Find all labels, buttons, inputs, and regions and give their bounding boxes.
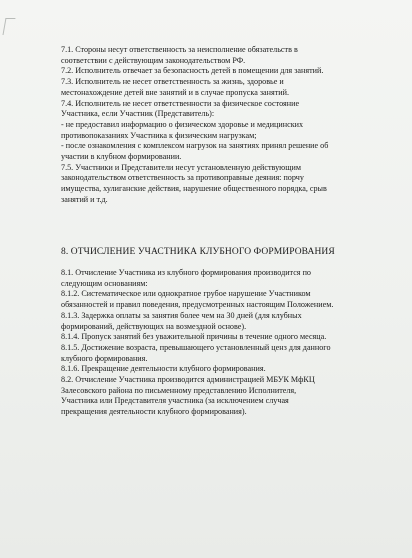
text-line: следующим основаниям: [61,278,148,288]
text-line: 7.5. Участники и Представители несут установленную действующим [61,162,301,172]
text-line: прекращения деятельности клубного формирования). [61,407,247,417]
text-line: законодательством ответственность за противоправные деяния: порчу [61,173,304,183]
text-line: участии в клубном формировании. [61,152,182,162]
text-line: Участника или Представителя участника (за исключением случая [61,396,289,406]
text-line: имущества, хулиганские действия, нарушение общественного порядка, срыв [61,184,327,194]
section-8-body [61,268,381,418]
text-line: 8.2. Отчисление Участника производится администрацией МБУК МфКЦ [61,375,315,385]
text-line: 8.1.5. Достижение возраста, превышающего установленный ценз для данного [61,342,331,352]
text-line: 8.1.6. Прекращение деятельности клубного формирования. [61,364,266,374]
text-line: клубного формирования. [61,353,148,363]
text-line: 7.1. Стороны несут ответственность за неисполнение обязательств в [61,45,298,54]
text-line: Залесовского района по письменному представлению Исполнителя, [61,385,297,395]
text-line: формирований, действующих на возмездной основе). [61,321,247,331]
text-line: соответствии с действующим законодательством РФ. [61,55,246,65]
text-line: 7.2. Исполнитель отвечает за безопасность детей в помещении для занятий. [61,66,324,76]
scan-corner-mark [3,18,16,35]
section-7-body [61,45,381,206]
text-line: 8.1.4. Пропуск занятий без уважительной причины в течение одного месяца. [61,332,327,342]
text-line: занятий и т.д. [61,194,108,204]
text-line: Участника, если Участник (Представитель): [61,109,215,119]
text-line: противопоказаниях Участника к физическим нагрузкам; [61,130,257,140]
text-line: обязанностей и правил поведения, предусмотренных настоящим Положением. [61,300,334,310]
text-line: 8.1. Отчисление Участника из клубного формирования производится по [61,268,311,277]
text-line: 7.3. Исполнитель не несет ответственность за жизнь, здоровье и [61,77,284,87]
text-line: - не предоставил информацию о физическом здоровье и медицинских [61,119,304,129]
text-line: 8.1.3. Задержка оплаты за занятия более чем на 30 дней (для клубных [61,310,302,320]
text-line: местонахождение детей вне занятий и в случае пропуска занятий. [61,87,290,97]
text-line: 7.4. Исполнитель не несет ответственности за физическое состояние [61,98,300,108]
text-line: 8.1.2. Систематическое или однократное грубое нарушение Участником [61,289,311,299]
text-line: - после ознакомления с комплексом нагрузок на занятиях принял решение об [61,141,329,151]
section-8-heading: 8. ОТЧИСЛЕНИЕ УЧАСТНИКА КЛУБНОГО ФОРМИРОВАНИЯ [61,247,335,257]
